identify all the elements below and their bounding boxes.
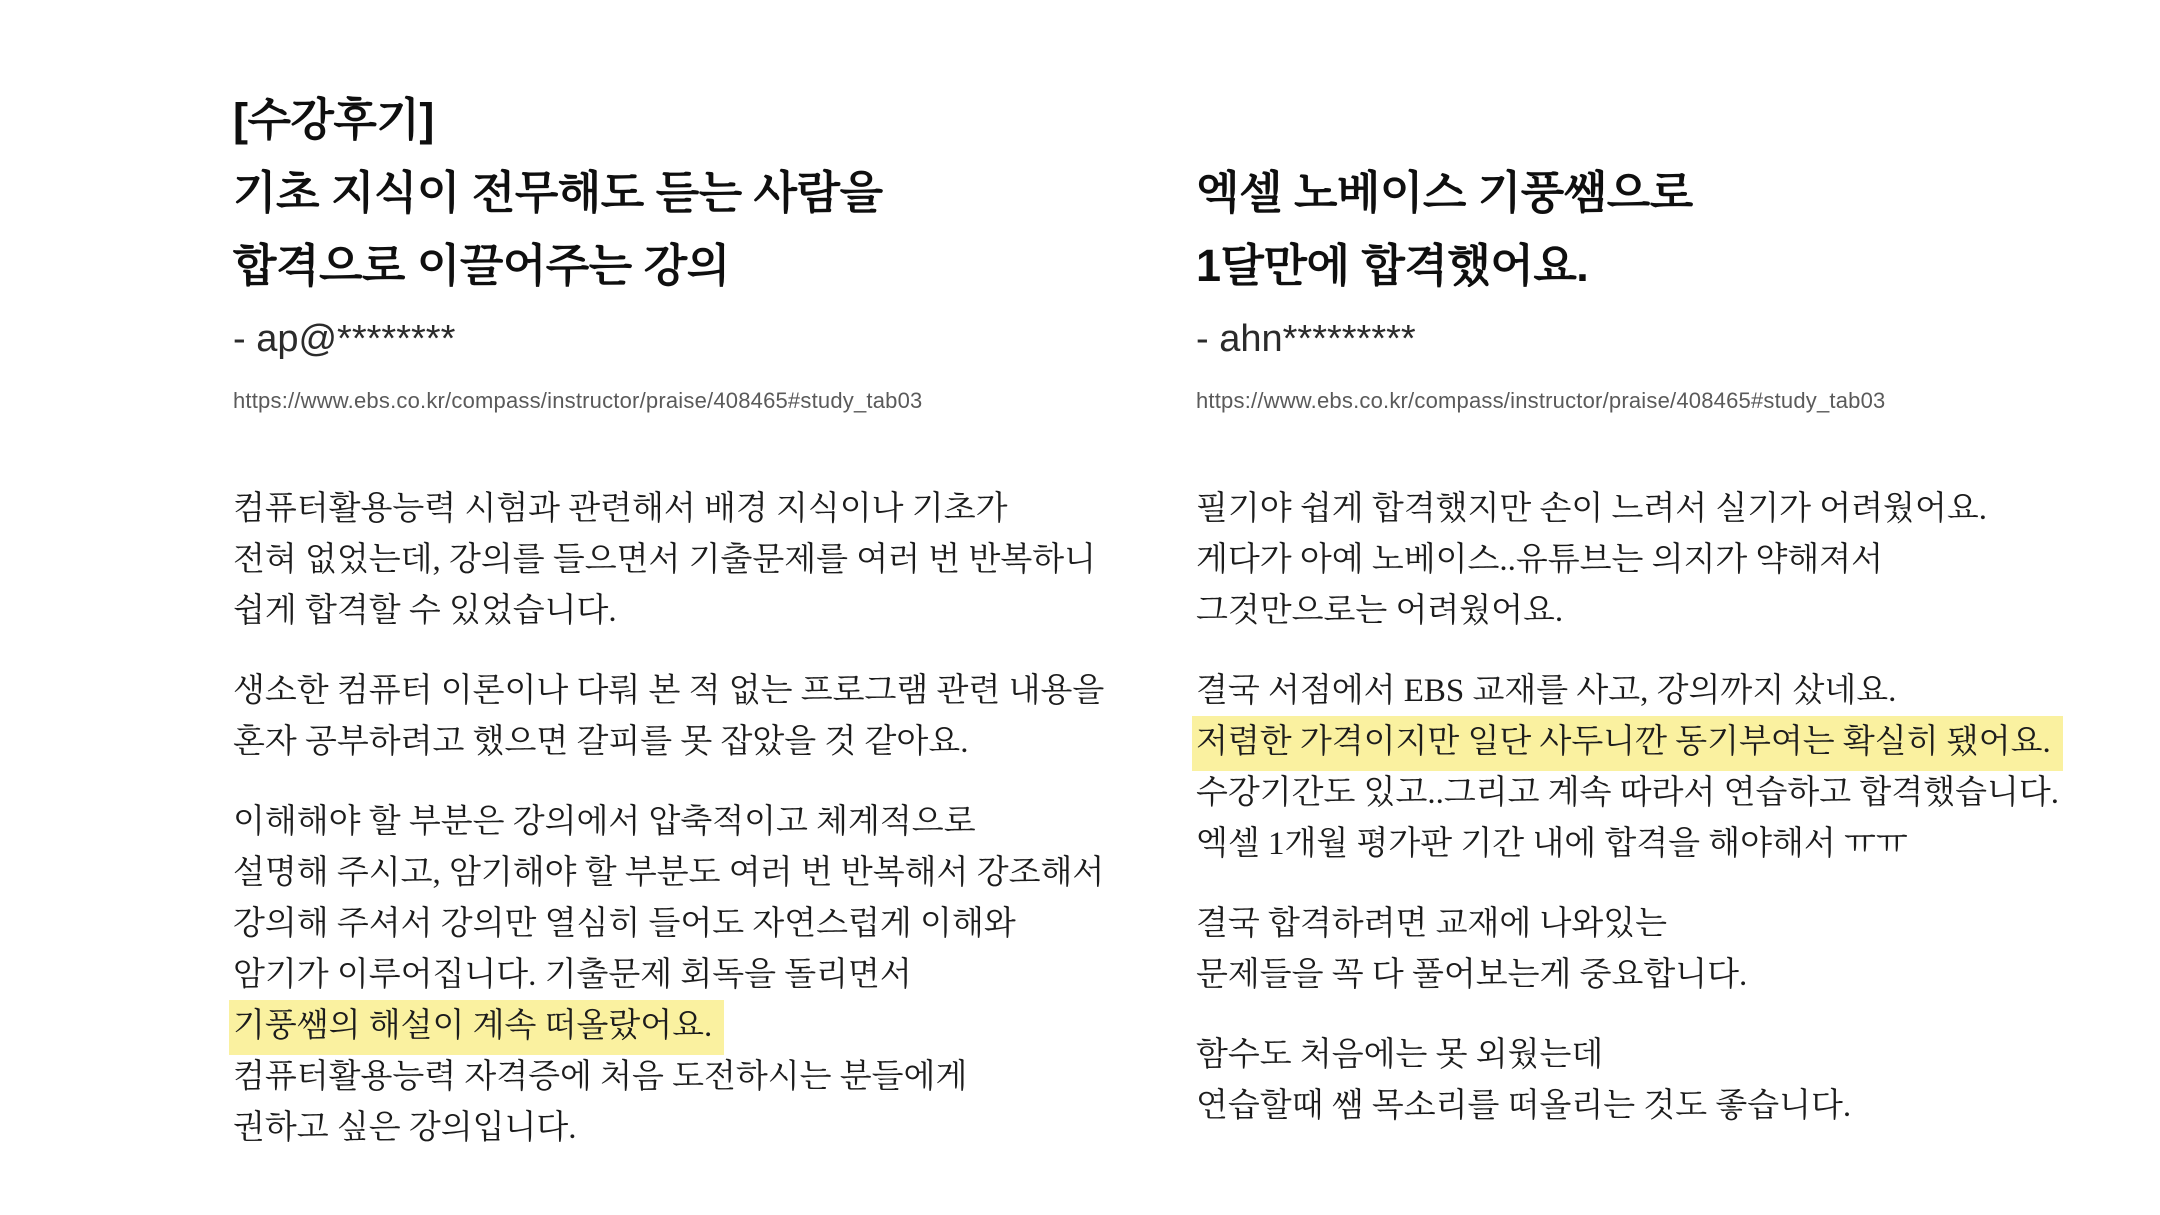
body-text: 강의해 주셔서 강의만 열심히 들어도 자연스럽게 이해와 [233, 906, 1016, 942]
review-title-line: [수강후기] [233, 94, 434, 145]
body-text: 컴퓨터활용능력 자격증에 처음 도전하시는 분들에게 [233, 1059, 968, 1095]
review-line [1196, 666, 2056, 717]
review-paragraph [1196, 1030, 2056, 1132]
body-text: 문제들을 꼭 다 풀어보는게 중요합니다. [1196, 957, 1748, 993]
body-text: 혼자 공부하려고 했으면 갈피를 못 잡았을 것 같아요. [233, 724, 969, 760]
body-text: 함수도 처음에는 못 외웠는데 [1196, 1037, 1604, 1073]
body-text: 그것만으로는 어려웠어요. [1196, 593, 1564, 629]
review-line [233, 666, 1105, 717]
review-line [233, 484, 1063, 535]
review-line [1196, 1081, 2056, 1132]
review-source-url: https://www.ebs.co.kr/compass/instructor/praise/408465#study_tab03 [233, 388, 923, 413]
review-line [1196, 717, 2056, 768]
review-paragraph [233, 484, 1096, 637]
review-title [1196, 0, 2056, 302]
review-line [1196, 484, 2056, 535]
review-line [233, 586, 1063, 637]
review-line [233, 1103, 1063, 1154]
review-title [233, 0, 1063, 302]
review-column-left [233, 0, 1105, 1183]
review-source-url: https://www.ebs.co.kr/compass/instructor/praise/408465#study_tab03 [1196, 388, 1886, 413]
review-paragraph [1196, 899, 2056, 1001]
body-text: 결국 합격하려면 교재에 나와있는 [1196, 906, 1668, 942]
review-line [1196, 586, 2056, 637]
highlighted-text: 저렴한 가격이지만 일단 사두니깐 동기부여는 확실히 됐어요. [1192, 716, 2063, 771]
review-line [233, 950, 1063, 1001]
body-text: 설명해 주시고, 암기해야 할 부분도 여러 번 반복해서 강조해서 [233, 855, 1105, 891]
body-text: 수강기간도 있고..그리고 계속 따라서 연습하고 합격했습니다. [1196, 775, 2059, 811]
body-text: 연습할때 쌤 목소리를 떠올리는 것도 좋습니다. [1196, 1088, 1852, 1124]
review-line [233, 797, 1063, 848]
body-text: 쉽게 합격할 수 있었습니다. [233, 593, 617, 629]
review-line [233, 1001, 1063, 1052]
review-title-line: 기초 지식이 전무해도 듣는 사람을 [233, 167, 883, 218]
review-author: - ap@******** [233, 318, 456, 360]
body-text: 컴퓨터활용능력 시험과 관련해서 배경 지식이나 기초가 [233, 491, 1008, 527]
body-text: 암기가 이루어집니다. 기출문제 회독을 돌리면서 [233, 957, 912, 993]
review-line [1196, 1030, 2056, 1081]
review-line [233, 535, 1096, 586]
review-title-line: 엑셀 노베이스 기풍쌤으로 [1196, 167, 1693, 218]
body-text: 이해해야 할 부분은 강의에서 압축적이고 체계적으로 [233, 804, 976, 840]
review-title-line: 1달만에 합격했어요. [1196, 240, 1589, 291]
body-text: 엑셀 1개월 평가판 기간 내에 합격을 해야해서 ㅠㅠ [1196, 826, 1908, 862]
body-text: 전혀 없었는데, 강의를 들으면서 기출문제를 여러 번 반복하니 [233, 542, 1096, 578]
body-text: 권하고 싶은 강의입니다. [233, 1110, 577, 1146]
review-paragraph [1196, 666, 2059, 870]
review-line [1196, 535, 2056, 586]
review-title-line: 합격으로 이끌어주는 강의 [233, 240, 730, 291]
review-line [233, 1052, 1063, 1103]
review-paragraph [233, 797, 1105, 1154]
body-text: 결국 서점에서 EBS 교재를 사고, 강의까지 샀네요. [1196, 673, 1897, 709]
review-paragraph [233, 666, 1105, 768]
review-line [233, 848, 1105, 899]
review-body [1196, 484, 2059, 1132]
review-line [1196, 899, 2056, 950]
highlighted-text: 기풍쌤의 해설이 계속 떠올랐어요. [229, 1000, 724, 1055]
review-line [1196, 768, 2059, 819]
body-text: 생소한 컴퓨터 이론이나 다뤄 본 적 없는 프로그램 관련 내용을 [233, 673, 1105, 709]
review-column-right [1196, 0, 2059, 1161]
review-line [1196, 950, 2056, 1001]
review-paragraph [1196, 484, 2056, 637]
body-text: 필기야 쉽게 합격했지만 손이 느려서 실기가 어려웠어요. [1196, 491, 1987, 527]
body-text: 게다가 아예 노베이스..유튜브는 의지가 약해져서 [1196, 542, 1884, 578]
review-line [233, 899, 1063, 950]
review-body [233, 484, 1105, 1154]
review-author: - ahn********* [1196, 318, 1416, 360]
review-line [1196, 819, 2056, 870]
review-line [233, 717, 1063, 768]
